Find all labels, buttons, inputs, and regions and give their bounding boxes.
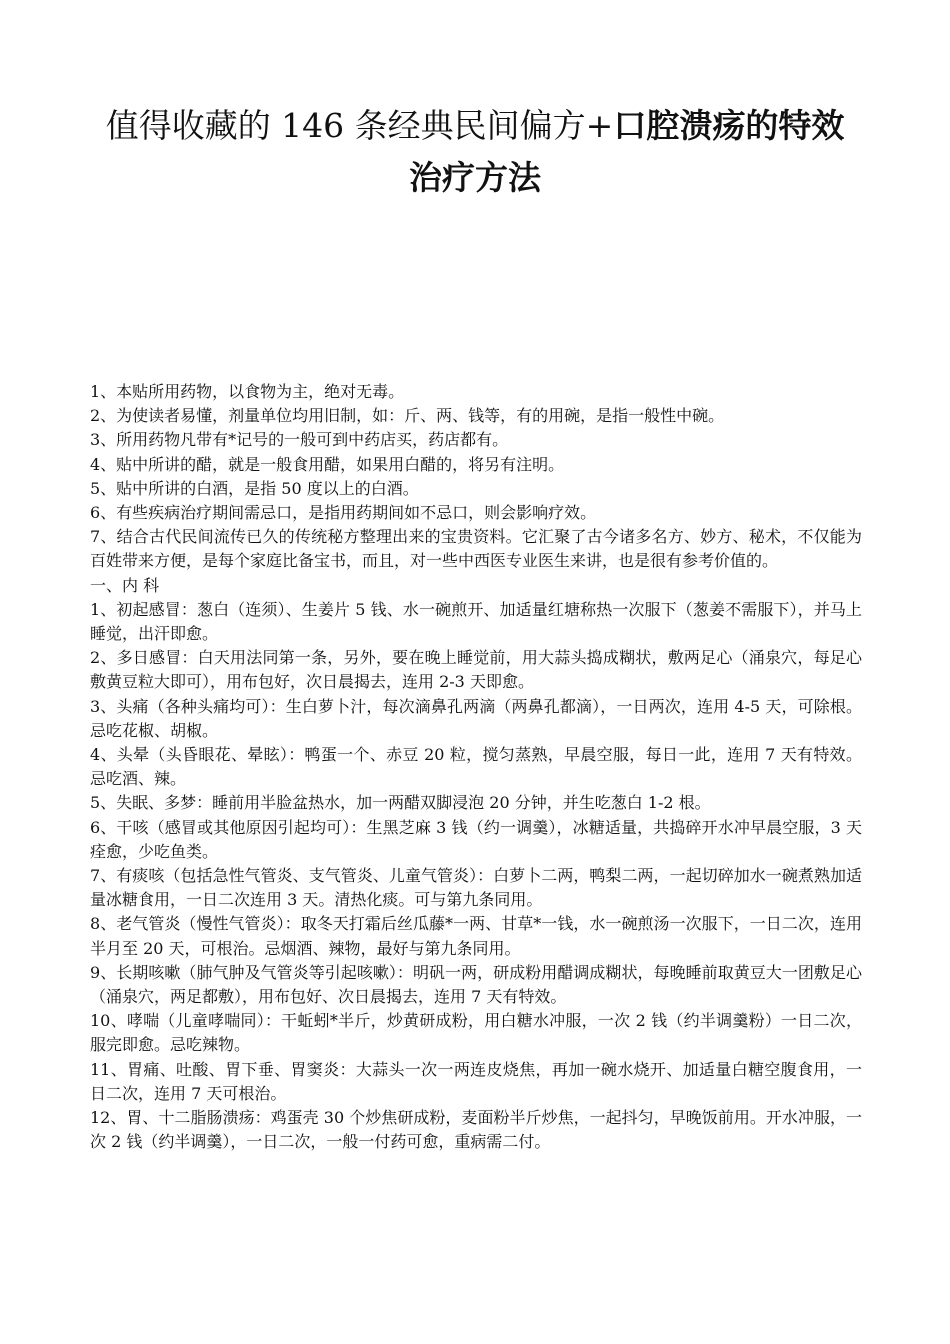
title-part-1: 值得收藏的 146 条经典民间偏方+: [105, 106, 614, 145]
remedy-item: 9、长期咳嗽（肺气肿及气管炎等引起咳嗽）：明矾一两，研成粉用醋调成糊状，每晚睡前取黄豆大一团敷足心（涌泉穴，两足都敷），用布包好、次日晨揭去，连用 7 天有特效。: [90, 962, 862, 1007]
document-body: [90, 380, 862, 1155]
note-item: 7、结合古代民间流传已久的传统秘方整理出来的宝贵资料。它汇聚了古今诸多名方、妙方、秘术，不仅能为百姓带来方便，是每个家庭比备宝书，而且，对一些中西医专业医生来讲，也是很有参考价值的。: [90, 527, 862, 571]
note-item: 1、本贴所用药物，以食物为主，绝对无毒。: [90, 382, 405, 401]
remedy-item: 4、头晕（头昏眼花、晕眩）：鸭蛋一个、赤豆 20 粒，搅匀蒸熟，早晨空服，每日一此，连用 7 天有特效。忌吃酒、辣。: [90, 745, 862, 789]
remedy-item: 7、有痰咳（包括急性气管炎、支气管炎、儿童气管炎）：白萝卜二两，鸭梨二两，一起切碎加水一碗煮熟加适量冰糖食用，一日二次连用 3 天。清热化痰。可与第九条同用。: [90, 866, 862, 910]
remedy-item: 5、失眠、多梦：睡前用半脸盆热水，加一两醋双脚浸泡 20 分钟，并生吃葱白 1-2 根。: [90, 793, 711, 813]
remedy-item: 10、哮喘（儿童哮喘同）：干蚯蚓*半斤，炒黄研成粉，用白糖水冲服，一次 2 钱（约半调羹粉）一日二次，服完即愈。忌吃辣物。: [90, 1011, 862, 1055]
section-heading: 一、内 科: [90, 575, 160, 595]
note-item: 5、贴中所讲的白酒，是指 50 度以上的白酒。: [90, 478, 419, 498]
note-item: 2、为使读者易懂，剂量单位均用旧制，如：斤、两、钱等，有的用碗，是指一般性中碗。: [90, 406, 725, 426]
title-part-3: 治疗方法: [409, 158, 541, 197]
note-item: 4、贴中所讲的醋，就是一般食用醋，如果用白醋的，将另有注明。: [90, 454, 565, 474]
note-item: 6、有些疾病治疗期间需忌口，是指用药期间如不忌口，则会影响疗效。: [90, 503, 597, 523]
title-part-2: 口腔溃疡的特效: [613, 106, 845, 145]
remedy-item: 1、初起感冒：葱白（连须）、生姜片 5 钱、水一碗煎开、加适量红塘称热一次服下（葱姜不需服下），并马上睡觉，出汗即愈。: [90, 599, 862, 644]
remedy-item: 8、老气管炎（慢性气管炎）：取冬天打霜后丝瓜藤*一两、甘草*一钱，水一碗煎汤一次服下，一日二次，连用半月至 20 天，可根治。忌烟酒、辣物，最好与第九条同用。: [90, 914, 862, 958]
remedy-item: 3、头痛（各种头痛均可）：生白萝卜汁，每次滴鼻孔两滴（两鼻孔都滴），一日两次，连用 4-5 天，可除根。忌吃花椒、胡椒。: [90, 696, 862, 740]
remedy-item: 6、干咳（感冒或其他原因引起均可）：生黑芝麻 3 钱（约一调羹），冰糖适量，共捣碎开水冲早晨空服，3 天痊愈，少吃鱼类。: [90, 817, 862, 861]
note-item: 3、所用药物凡带有*记号的一般可到中药店买，药店都有。: [90, 430, 509, 450]
remedy-item: 12、胃、十二脂肠溃疡：鸡蛋壳 30 个炒焦研成粉，麦面粉半斤炒焦，一起抖匀，早晚饭前用。开水冲服，一次 2 钱（约半调羹），一日二次，一般一付药可愈，重病需二付。: [90, 1108, 862, 1152]
document-title: [60, 100, 890, 204]
remedy-item: 11、胃痛、吐酸、胃下垂、胃窦炎：大蒜头一次一两连皮烧焦，再加一碗水烧开、加适量白糖空腹食用，一日二次，连用 7 天可根治。: [90, 1059, 862, 1103]
remedy-item: 2、多日感冒：白天用法同第一条，另外，要在晚上睡觉前，用大蒜头捣成糊状，敷两足心（涌泉穴，每足心敷黄豆粒大即可），用布包好，次日晨揭去，连用 2-3 天即愈。: [90, 648, 862, 692]
